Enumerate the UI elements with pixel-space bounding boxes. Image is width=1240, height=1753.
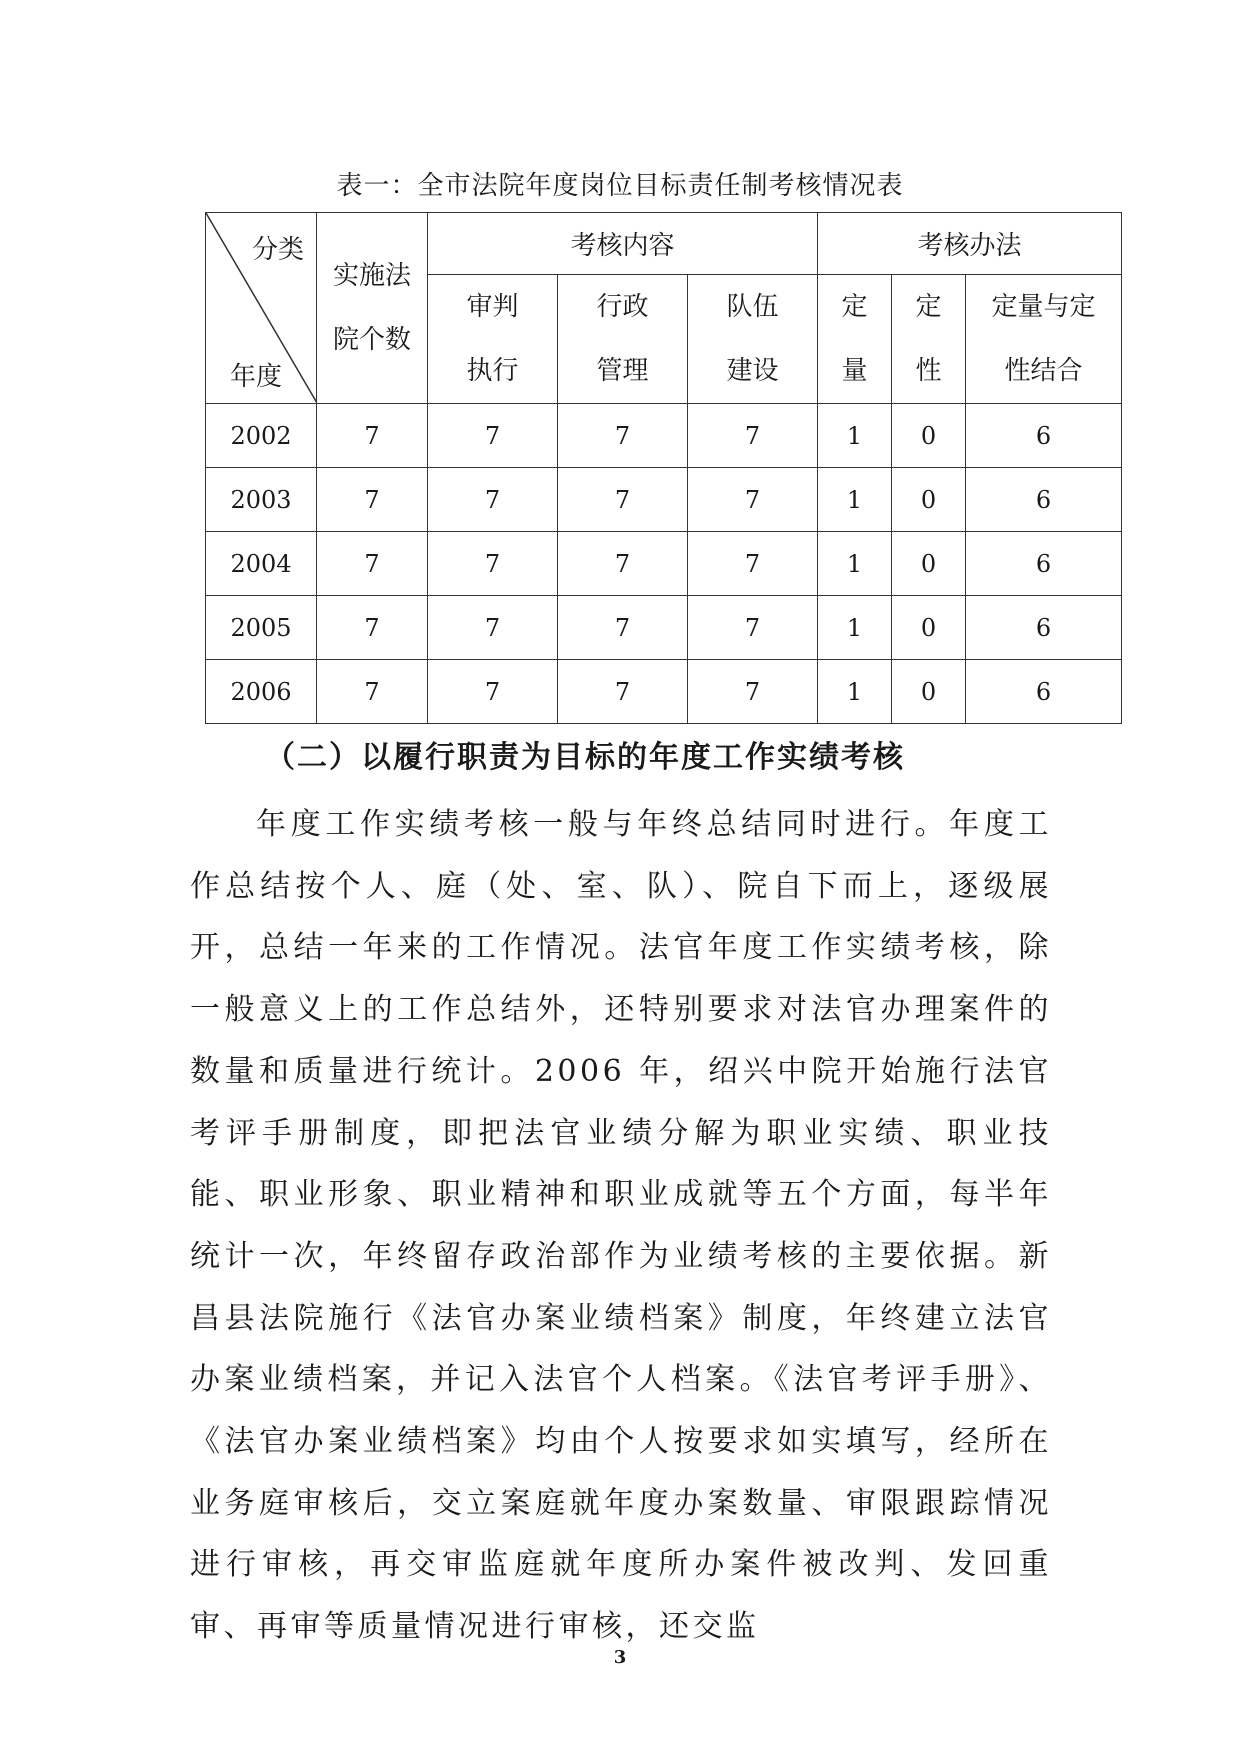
team-building-header: 队伍 建设 [688,275,818,404]
assessment-method-header: 考核办法 [818,213,1122,275]
assessment-table [205,212,1122,724]
year-cell: 2006 [206,660,317,724]
combined-cell: 6 [966,596,1122,660]
year-cell: 2003 [206,468,317,532]
year-label: 年度 [230,362,283,392]
table-row [206,596,1122,660]
courts-count-header: 实施法 院个数 [317,213,428,404]
section-heading: （二）以履行职责为目标的年度工作实绩考核 [265,740,905,775]
courts-cell: 7 [317,468,428,532]
year-cell: 2005 [206,596,317,660]
combined-cell: 6 [966,468,1122,532]
quant-cell: 1 [818,404,892,468]
courts-cell: 7 [317,660,428,724]
trial-cell: 7 [428,660,558,724]
page-number: 3 [613,1647,627,1668]
combined-cell: 6 [966,404,1122,468]
trial-cell: 7 [428,532,558,596]
admin-management-header: 行政 管理 [558,275,688,404]
combined-header: 定量与定 性结合 [966,275,1122,404]
admin-cell: 7 [558,468,688,532]
year-cell: 2002 [206,404,317,468]
trial-execution-header: 审判 执行 [428,275,558,404]
team-cell: 7 [688,404,818,468]
qual-cell: 0 [892,468,966,532]
qual-cell: 0 [892,532,966,596]
combined-cell: 6 [966,660,1122,724]
category-label: 分类 [251,235,304,265]
table-caption: 表一：全市法院年度岗位目标责任制考核情况表 [336,171,904,201]
header-row-1 [206,213,1122,275]
quant-cell: 1 [818,596,892,660]
team-cell: 7 [688,468,818,532]
quant-cell: 1 [818,468,892,532]
qualitative-header: 定 性 [892,275,966,404]
table-row [206,532,1122,596]
section-paragraph: 年度工作实绩考核一般与年终总结同时进行。年度工作总结按个人、庭（处、室、队）、院自下而上，逐级展开，总结一年来的工作情况。法官年度工作实绩考核，除一般意义上的工作总结外，还特别要求对法官办理案件的数量和质量进行统计。2006 年，绍兴中院开始施行法官考评手册制度，即把法官业绩分解为职业实绩、职业技能、职业形象、职业精神和职业成就等五个方面，每半年统计一次，年终留存政治部作为业绩考核的主要依据。新昌县法院施行《法官办案业绩档案》制度，年终建立法官办案业绩档案，并记入法官个人档案。《法官考评手册》、《法官办案业绩档案》均由个人按要求如实填写，经所在业务庭审核后，交立案庭就年度办案数量、审限跟踪情况进行审核，再交审监庭就年度所办案件被改判、发回重审、再审等质量情况进行审核，还交监 [190,807,1052,1645]
year-cell: 2004 [206,532,317,596]
diagonal-header-cell [206,213,317,404]
qual-cell: 0 [892,596,966,660]
team-cell: 7 [688,532,818,596]
trial-cell: 7 [428,468,558,532]
combined-cell: 6 [966,532,1122,596]
quant-cell: 1 [818,660,892,724]
courts-cell: 7 [317,596,428,660]
team-cell: 7 [688,596,818,660]
qual-cell: 0 [892,404,966,468]
assessment-content-header: 考核内容 [428,213,818,275]
team-cell: 7 [688,660,818,724]
courts-cell: 7 [317,404,428,468]
trial-cell: 7 [428,596,558,660]
table-row [206,404,1122,468]
admin-cell: 7 [558,404,688,468]
quant-cell: 1 [818,532,892,596]
admin-cell: 7 [558,532,688,596]
admin-cell: 7 [558,596,688,660]
admin-cell: 7 [558,660,688,724]
table-row [206,660,1122,724]
table-row [206,468,1122,532]
trial-cell: 7 [428,404,558,468]
quantitative-header: 定 量 [818,275,892,404]
qual-cell: 0 [892,660,966,724]
courts-cell: 7 [317,532,428,596]
